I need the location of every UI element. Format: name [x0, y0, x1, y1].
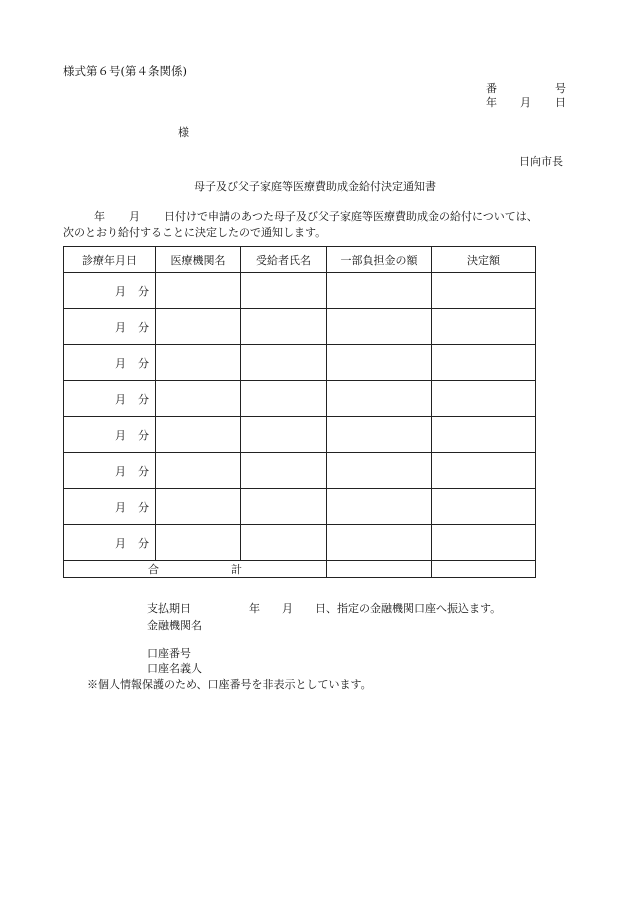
payment-date-label: 支払期日 [147, 602, 191, 615]
medical-institution-cell [156, 381, 241, 417]
decided-amount-cell [432, 273, 536, 309]
recipient-name-cell [241, 489, 327, 525]
medical-institution-cell [156, 453, 241, 489]
account-number-label: 口座番号 [147, 647, 191, 660]
copayment-cell [327, 309, 432, 345]
treatment-month-cell [64, 417, 156, 453]
table-header-row [64, 247, 536, 273]
treatment-month-cell [64, 525, 156, 561]
table-row [64, 381, 536, 417]
month-label: 月 [115, 356, 126, 370]
decided-amount-cell [432, 381, 536, 417]
reference-number-label: 番 [486, 82, 497, 95]
payment-date-line [147, 600, 501, 616]
medical-institution-cell [156, 525, 241, 561]
month-label: 月 [115, 284, 126, 298]
payment-year: 年 [249, 602, 260, 615]
col-header-medical-institution: 医療機関名 [156, 247, 241, 273]
copayment-cell [327, 273, 432, 309]
payment-month: 月 [282, 602, 293, 615]
recipient-name-cell [241, 309, 327, 345]
month-label: 月 [115, 500, 126, 514]
recipient-name-cell [241, 345, 327, 381]
month-suffix: 分 [138, 392, 149, 406]
month-suffix: 分 [138, 356, 149, 370]
total-decided-amount-cell [432, 561, 536, 578]
month-label: 月 [115, 392, 126, 406]
decided-amount-cell [432, 489, 536, 525]
copayment-cell [327, 345, 432, 381]
benefit-table [63, 246, 536, 578]
recipient-name-cell [241, 417, 327, 453]
medical-institution-cell [156, 309, 241, 345]
copayment-cell [327, 381, 432, 417]
addressee-suffix: 様 [178, 126, 189, 139]
treatment-month-cell [64, 489, 156, 525]
account-holder-label: 口座名義人 [147, 662, 202, 675]
month-suffix: 分 [138, 428, 149, 442]
table-row [64, 417, 536, 453]
recipient-name-cell [241, 381, 327, 417]
document-title: 母子及び父子家庭等医療費助成金給付決定通知書 [194, 180, 436, 193]
decided-amount-cell [432, 453, 536, 489]
body-text-line-2: 次のとおり給付することに決定したので通知します。 [63, 226, 327, 239]
col-header-copayment: 一部負担金の額 [327, 247, 432, 273]
month-suffix: 分 [138, 500, 149, 514]
recipient-name-cell [241, 525, 327, 561]
recipient-name-cell [241, 273, 327, 309]
month-suffix: 分 [138, 284, 149, 298]
col-header-recipient-name: 受給者氏名 [241, 247, 327, 273]
decided-amount-cell [432, 525, 536, 561]
month-label: 月 [115, 320, 126, 334]
decided-amount-cell [432, 345, 536, 381]
month-suffix: 分 [138, 464, 149, 478]
issue-date-day: 日 [555, 96, 566, 109]
issue-date-year: 年 [486, 96, 497, 109]
copayment-cell [327, 489, 432, 525]
payment-sentence: 日、指定の金融機関口座へ振込ます。 [315, 602, 502, 615]
total-copayment-cell [327, 561, 432, 578]
treatment-month-cell [64, 381, 156, 417]
table-row [64, 453, 536, 489]
privacy-note: ※個人情報保護のため、口座番号を非表示としています。 [87, 678, 372, 691]
total-label [64, 561, 327, 578]
bank-name-label: 金融機関名 [147, 619, 202, 632]
copayment-cell [327, 417, 432, 453]
medical-institution-cell [156, 489, 241, 525]
table-row [64, 273, 536, 309]
issuer-name: 日向市長 [519, 155, 563, 168]
month-label: 月 [115, 464, 126, 478]
col-header-decided-amount: 決定額 [432, 247, 536, 273]
table-row [64, 525, 536, 561]
body-sentence: 日付けで申請のあつた母子及び父子家庭等医療費助成金の給付については、 [164, 210, 538, 223]
month-suffix: 分 [138, 320, 149, 334]
col-header-treatment-date: 診療年月日 [64, 247, 156, 273]
copayment-cell [327, 525, 432, 561]
treatment-month-cell [64, 345, 156, 381]
issue-date-month: 月 [520, 96, 531, 109]
month-suffix: 分 [138, 536, 149, 550]
table-row [64, 489, 536, 525]
total-label-left: 合 [148, 563, 159, 576]
body-month: 月 [129, 210, 140, 223]
treatment-month-cell [64, 453, 156, 489]
table-row [64, 345, 536, 381]
medical-institution-cell [156, 345, 241, 381]
treatment-month-cell [64, 273, 156, 309]
medical-institution-cell [156, 273, 241, 309]
body-year: 年 [94, 210, 105, 223]
body-text-line-1 [94, 208, 538, 224]
month-label: 月 [115, 536, 126, 550]
table-total-row [64, 561, 536, 578]
month-label: 月 [115, 428, 126, 442]
treatment-month-cell [64, 309, 156, 345]
decided-amount-cell [432, 309, 536, 345]
recipient-name-cell [241, 453, 327, 489]
medical-institution-cell [156, 417, 241, 453]
decided-amount-cell [432, 417, 536, 453]
reference-number-suffix: 号 [555, 82, 566, 95]
copayment-cell [327, 453, 432, 489]
table-row [64, 309, 536, 345]
total-label-right: 計 [231, 563, 242, 576]
form-number: 様式第６号(第４条関係) [63, 64, 187, 78]
